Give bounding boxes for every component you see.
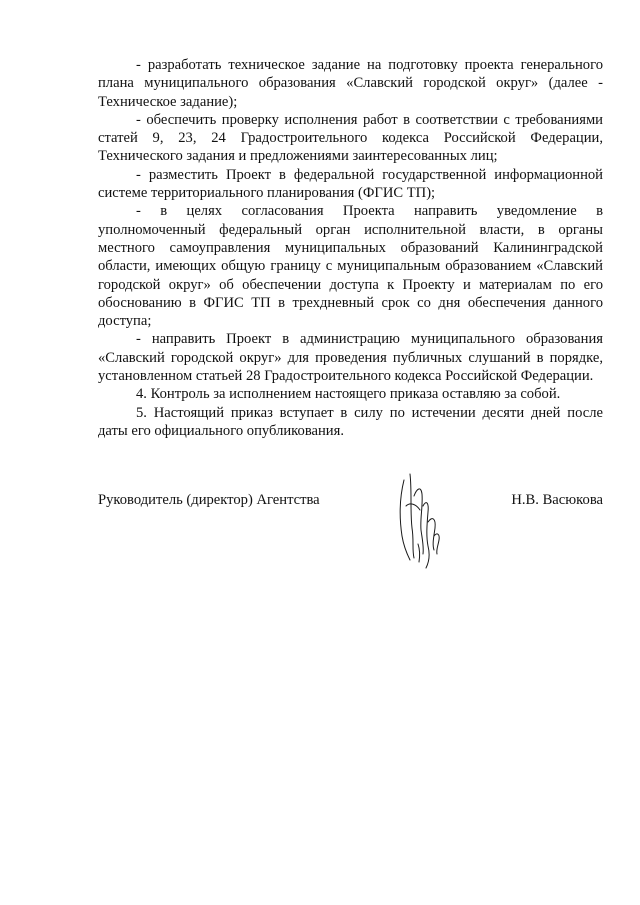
paragraph-entry-into-force: 5. Настоящий приказ вступает в силу по истечении десяти дней после даты его официального опубликования. bbox=[98, 404, 603, 439]
handwritten-signature bbox=[390, 466, 450, 576]
signatory-name: Н.В. Васюкова bbox=[511, 492, 603, 508]
signatory-role: Руководитель (директор) Агентства bbox=[98, 492, 320, 508]
paragraph-public-hearings: - направить Проект в администрацию муниципального образования «Славский городской округ» для проведения публичных слушаний в порядке, установленном статьей 28 Градостроительного кодекса Российской Федерации. bbox=[98, 331, 603, 385]
paragraph-technical-task: - разработать техническое задание на подготовку проекта генерального плана муниципального образования «Славский городской округ» (далее - Техническое задание); bbox=[98, 57, 603, 110]
paragraph-notification: - в целях согласования Проекта направить уведомление в уполномоченный федеральный орган исполнительной власти, в органы местного самоуправления муниципальных образований Калининградской области, имеющих общую границу с муниципальным образованием «Славский городской округ» об обеспечении доступа к Проекту и материалам по его обоснованию в ФГИС ТП в трехдневный срок со дня обеспечения данного доступа; bbox=[98, 203, 603, 330]
paragraph-verification: - обеспечить проверку исполнения работ в соответствии с требованиями статей 9, 23, 24 Градостроительного кодекса Российской Федерации, Технического задания и предложениями заинтересованных лиц; bbox=[98, 111, 603, 165]
document-body bbox=[98, 56, 603, 440]
paragraph-control: 4. Контроль за исполнением настоящего приказа оставляю за собой. bbox=[136, 386, 561, 403]
paragraph-fgis-placement: - разместить Проект в федеральной государственной информационной системе территориального планирования (ФГИС ТП); bbox=[98, 166, 603, 202]
